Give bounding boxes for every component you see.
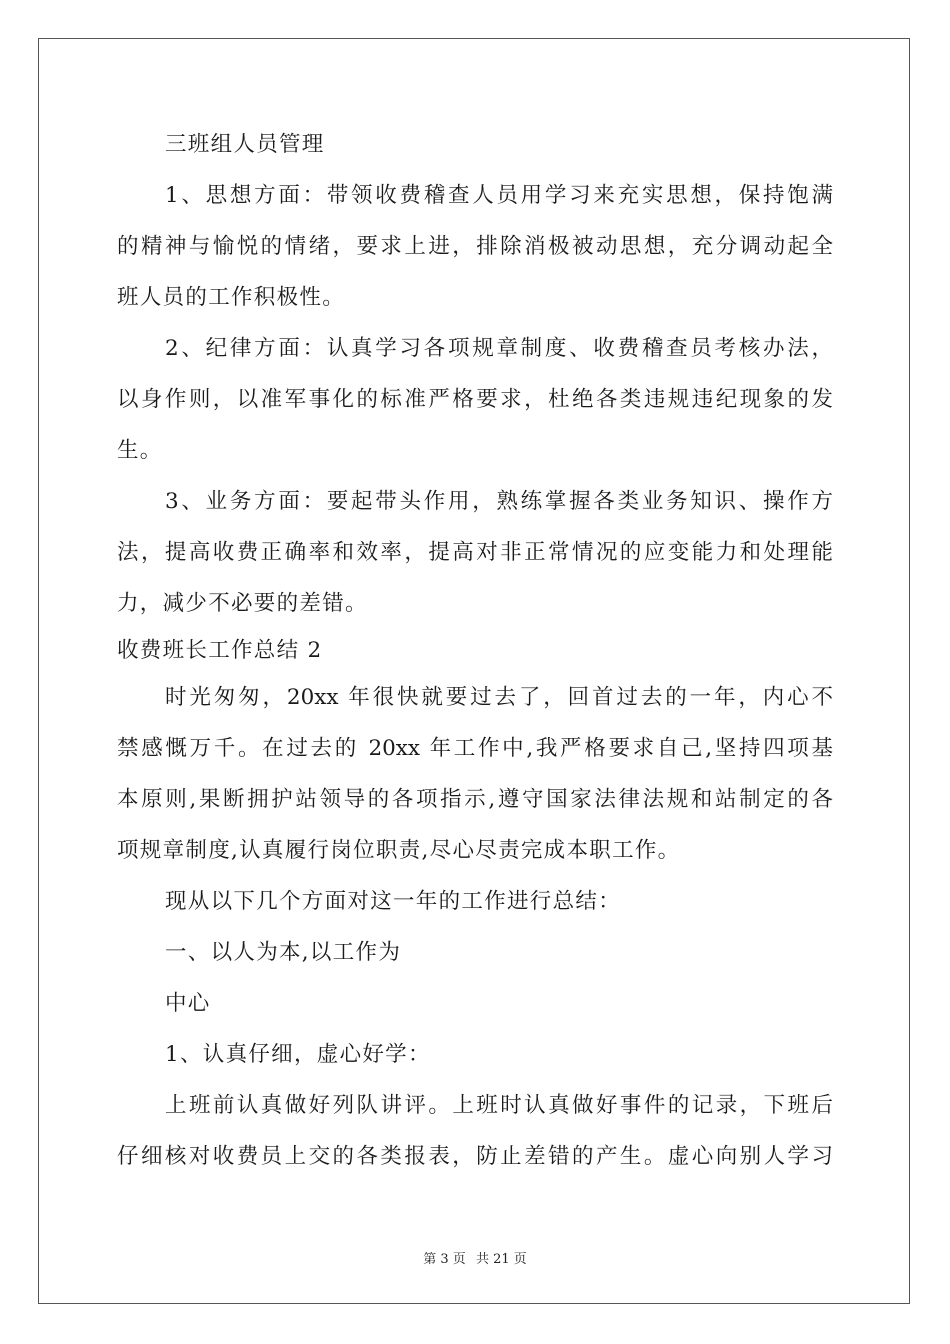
paragraph-line: 禁感慨万千。在过去的 20xx 年工作中,我严格要求自己,坚持四项基	[117, 736, 833, 761]
paragraph-line: 力，减少不必要的差错。	[117, 591, 368, 616]
paragraph-line: 法，提高收费正确率和效率，提高对非正常情况的应变能力和处理能	[117, 540, 833, 565]
paragraph-line: 2、纪律方面：认真学习各项规章制度、收费稽查员考核办法，	[165, 336, 833, 361]
subsection-heading: 中心	[165, 991, 211, 1016]
paragraph-line: 仔细核对收费员上交的各类报表，防止差错的产生。虚心向别人学习	[117, 1144, 833, 1169]
section-title: 收费班长工作总结 2	[117, 638, 323, 663]
paragraph-line: 生。	[117, 438, 163, 463]
paragraph-line: 班人员的工作积极性。	[117, 285, 346, 310]
paragraph-line: 3、业务方面：要起带头作用，熟练掌握各类业务知识、操作方	[165, 489, 833, 514]
page-footer	[0, 1248, 950, 1267]
paragraph-line: 以身作则，以准军事化的标准严格要求，杜绝各类违规违纪现象的发	[117, 387, 833, 412]
section-heading: 三班组人员管理	[165, 132, 325, 157]
paragraph-line: 本原则,果断拥护站领导的各项指示,遵守国家法律法规和站制定的各	[117, 787, 833, 812]
total-pages: 共 21 页	[475, 1252, 527, 1267]
paragraph-line: 项规章制度,认真履行岗位职责,尽心尽责完成本职工作。	[117, 838, 681, 863]
item-heading: 1、认真仔细，虚心好学：	[165, 1042, 431, 1067]
paragraph-line: 上班前认真做好列队讲评。上班时认真做好事件的记录，下班后	[165, 1093, 833, 1118]
subsection-heading: 一、以人为本,以工作为	[165, 940, 402, 965]
page-number: 第 3 页	[423, 1252, 466, 1267]
paragraph-line: 1、思想方面：带领收费稽查人员用学习来充实思想，保持饱满	[165, 183, 833, 208]
paragraph-line: 时光匆匆，20xx 年很快就要过去了，回首过去的一年，内心不	[165, 685, 833, 710]
paragraph-line: 现从以下几个方面对这一年的工作进行总结：	[165, 889, 622, 914]
paragraph-line: 的精神与愉悦的情绪，要求上进，排除消极被动思想，充分调动起全	[117, 234, 833, 259]
